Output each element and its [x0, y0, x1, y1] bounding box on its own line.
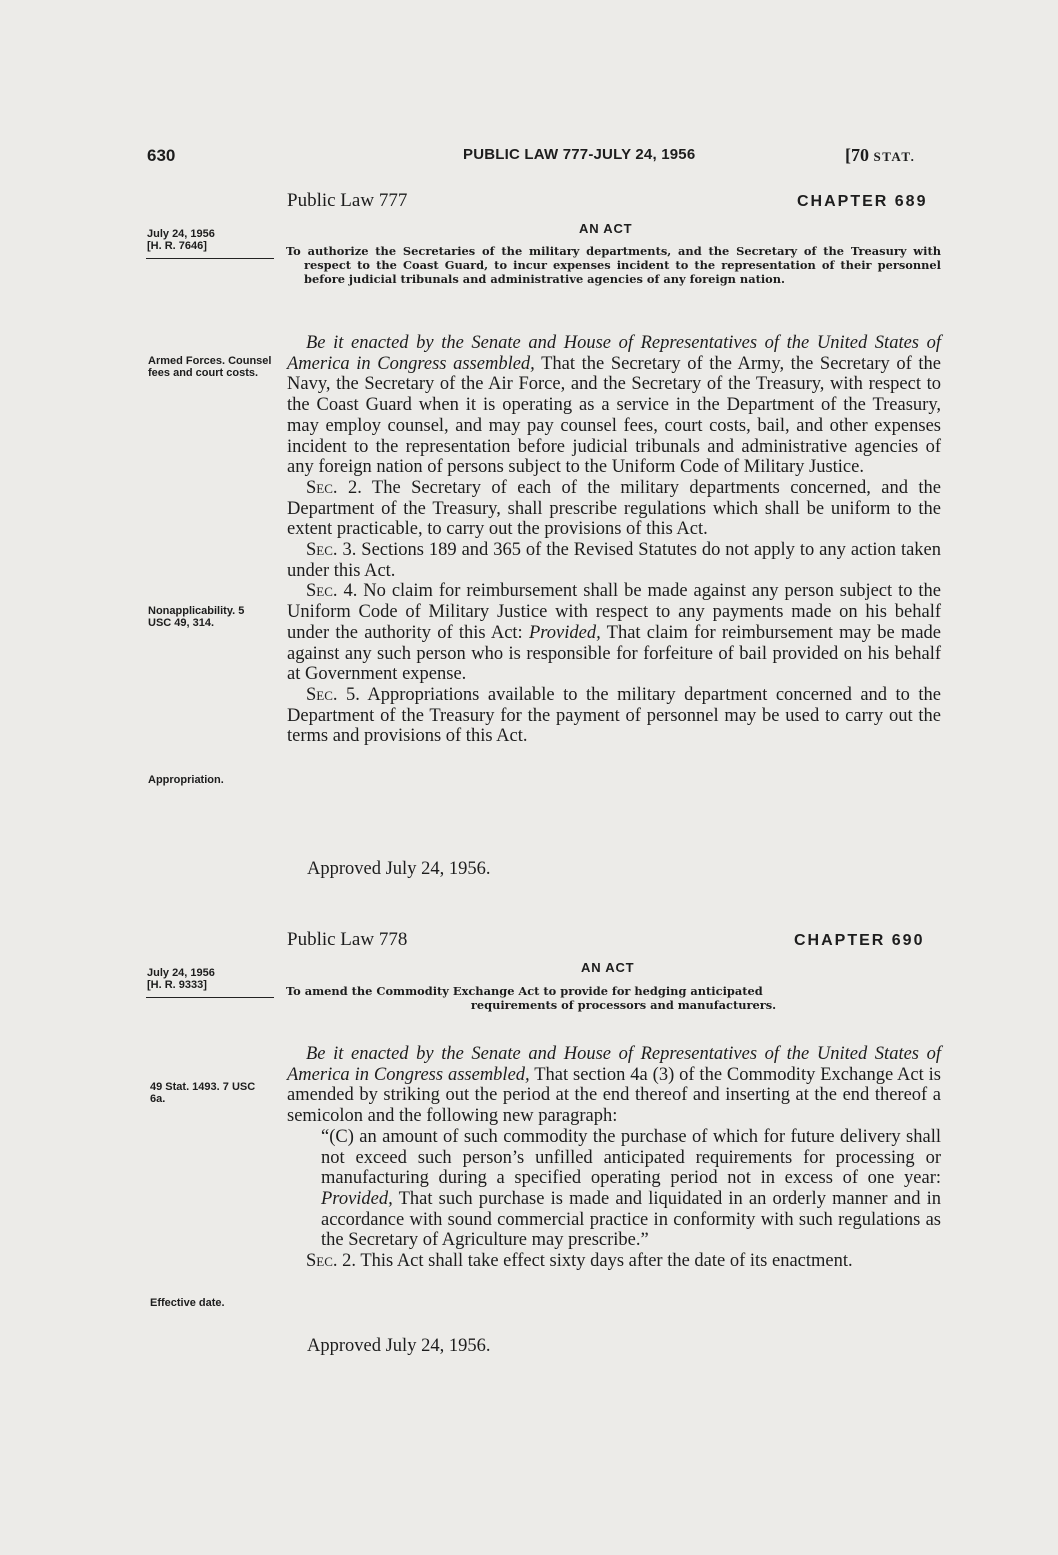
- running-head: PUBLIC LAW 777-JULY 24, 1956: [463, 146, 696, 163]
- law1-date: July 24, 1956: [147, 228, 215, 240]
- law1-purpose-text: To authorize the Secretaries of the military departments, and the Secretary of the Treasury with respect to the Coast Guard, to incur expenses incident to the representation of their personnel before judicial tribunals and administrative agencies of any foreign nation.: [286, 244, 941, 286]
- law1-sec5-text: Appropriations available to the military department concerned and to the Department of the Treasury for the payment of personnel may be used to carry out the terms and provisions of this Act.: [287, 684, 941, 747]
- law2-quote-provided: Provided,: [321, 1188, 393, 1209]
- law2-margin-note-effective-date: Effective date.: [150, 1297, 225, 1309]
- law1-margin-note-appropriation: Appropriation.: [148, 774, 224, 786]
- law1-chapter: CHAPTER 689: [797, 193, 928, 210]
- law2-quote-text-a: “(C) an amount of such commodity the purchase of which for future delivery shall not exceed such person’s unfilled anticipated requirements for processing or manufacturing during a specified operating period not in excess of one year:: [321, 1126, 941, 1189]
- page-number: 630: [147, 146, 176, 165]
- law1-enacting-clause: Be it enacted by the Senate and House of Representatives of the United States of America in Congress assembled,: [287, 333, 941, 374]
- law1-section-5: [287, 685, 941, 747]
- law1-bill: [H. R. 7646]: [147, 240, 207, 252]
- law2-enacting-clause: Be it enacted by the Senate and House of Representatives of the United States of America in Congress assembled,: [287, 1044, 941, 1085]
- law2-bill: [H. R. 9333]: [147, 979, 207, 991]
- law1-sec4-label: Sec. 4.: [306, 581, 358, 602]
- law1-approved: Approved July 24, 1956.: [307, 859, 491, 879]
- law2-approved: Approved July 24, 1956.: [307, 1336, 491, 1356]
- law1-sec3-text: Sections 189 and 365 of the Revised Statutes do not apply to any action taken under this Act.: [287, 540, 942, 581]
- law2-body: [287, 1044, 941, 1272]
- law1-sec3-label: Sec. 3.: [306, 540, 357, 561]
- law1-title: Public Law 777: [287, 190, 408, 211]
- law1-body: [287, 333, 941, 747]
- law1-section-3: [287, 540, 941, 581]
- law1-section-4: [287, 581, 941, 685]
- law2-date: July 24, 1956: [147, 967, 215, 979]
- volume-bracket: [70: [845, 145, 874, 165]
- law1-margin-note-armed-forces: Armed Forces. Counsel fees and court costs.: [148, 355, 272, 379]
- law2-sec1-text: That section 4a (3) of the Commodity Exchange Act is amended by striking out the period at the end thereof and inserting at the end thereof a semicolon and the following new paragraph:: [287, 1064, 941, 1127]
- volume-citation: [845, 145, 915, 166]
- law1-purpose: [286, 244, 941, 286]
- law1-sec4-text-b: That claim for reimbursement may be made against any such person who is responsible for forfeiture of bail provided on his behalf at Government expense.: [287, 622, 942, 685]
- law2-act-label: AN ACT: [581, 960, 635, 975]
- law2-margin-rule: [146, 997, 274, 998]
- law1-sec2-label: Sec. 2.: [306, 477, 362, 498]
- law2-purpose: [286, 984, 941, 1012]
- law2-section-1: [287, 1044, 941, 1127]
- law1-sec1-text: That the Secretary of the Army, the Secretary of the Navy, the Secretary of the Air Force, and the Secretary of the Treasury, with respect to the Coast Guard when it is operating as a service in the Department of the Treasury, may employ counsel, and may pay counsel fees, court costs, bail, and other expenses incident to the representation before judicial tribunals and administrative agencies of any foreign nation of persons subject to the Uniform Code of Military Justice.: [287, 353, 941, 478]
- law1-sec5-label: Sec. 5.: [306, 684, 360, 705]
- law2-purpose-line-2: requirements of processors and manufacturers.: [470, 998, 777, 1012]
- law1-margin-rule: [146, 258, 274, 259]
- law1-sec4-provided: Provided,: [528, 622, 601, 643]
- law1-section-2: [287, 478, 941, 540]
- law2-sec2-label: Sec. 2.: [306, 1251, 357, 1272]
- law2-margin-note-statute: 49 Stat. 1493. 7 USC 6a.: [150, 1081, 256, 1105]
- law2-title: Public Law 778: [287, 929, 408, 950]
- law2-quote-text-b: That such purchase is made and liquidated in an orderly manner and in accordance with sound commercial practice in conformity with such regulations as the Secretary of Agriculture may prescribe.”: [321, 1188, 941, 1251]
- law1-margin-date: [147, 228, 215, 252]
- law2-quoted-paragraph: [287, 1127, 941, 1251]
- law1-section-1: [287, 333, 941, 478]
- law2-purpose-line-1: To amend the Commodity Exchange Act to provide for hedging anticipated: [286, 984, 763, 998]
- law2-sec2-text: This Act shall take effect sixty days after the date of its enactment.: [360, 1251, 853, 1272]
- law1-margin-note-nonapplicability: Nonapplicability. 5 USC 49, 314.: [148, 605, 245, 629]
- law2-section-2: [287, 1251, 941, 1272]
- law1-sec4-text-a: No claim for reimbursement shall be made against any person subject to the Uniform Code of Military Justice with respect to any payments made on his behalf under the authority of this Act:: [287, 581, 942, 643]
- law1-sec2-text: The Secretary of each of the military departments concerned, and the Department of the Treasury, shall prescribe regulations which shall be uniform to the extent practicable, to carry out the provisions of this Act.: [287, 477, 941, 540]
- law2-margin-date: [147, 967, 215, 991]
- volume-stat: STAT.: [873, 149, 916, 164]
- law1-act-label: AN ACT: [579, 221, 633, 236]
- law2-chapter: CHAPTER 690: [794, 932, 925, 949]
